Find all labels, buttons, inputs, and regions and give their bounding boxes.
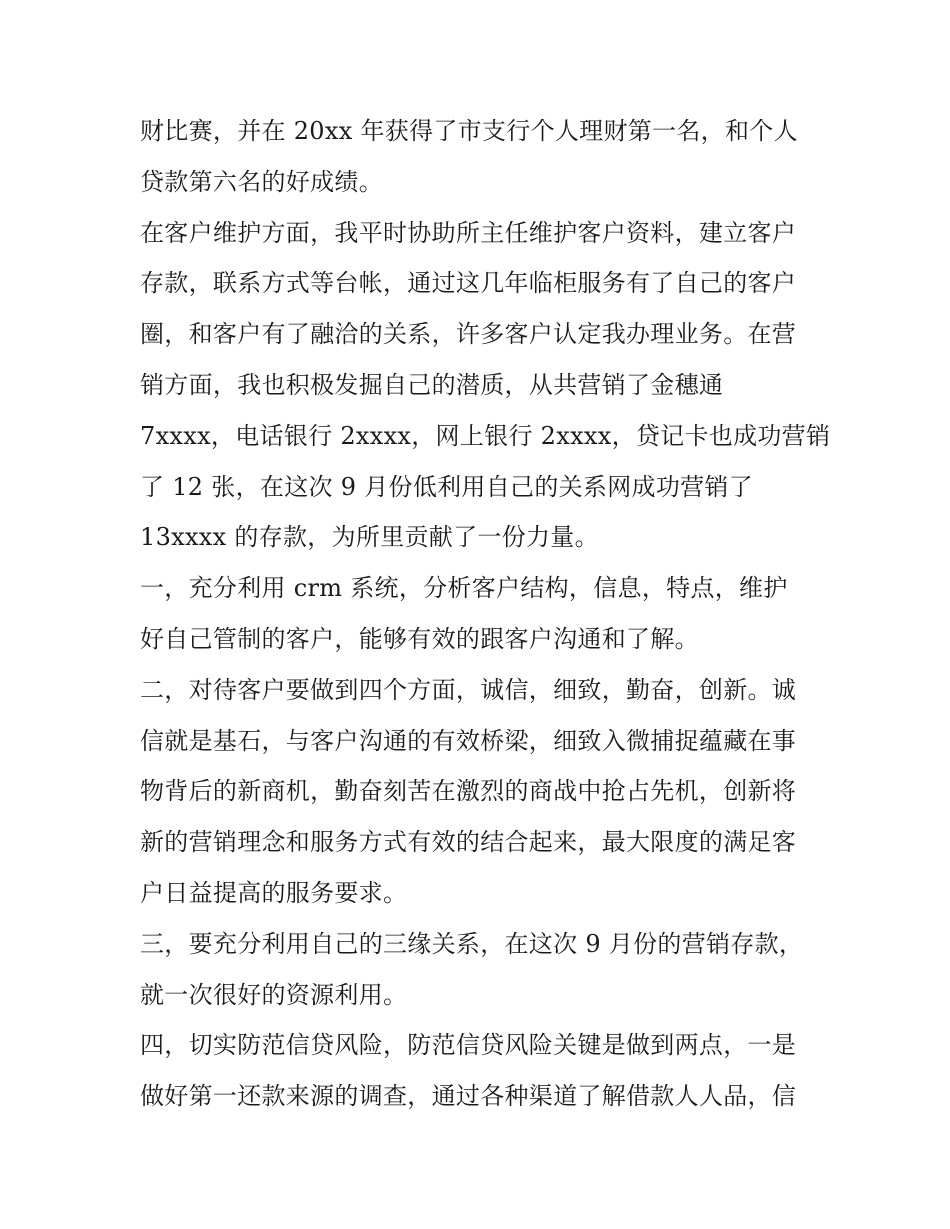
- text-line: 7xxxx，电话银行 2xxxx，网上银行 2xxxx，贷记卡也成功营销: [140, 421, 831, 450]
- text-line: 就一次很好的资源利用。: [140, 980, 408, 1009]
- text-line: 贷款第六名的好成绩。: [140, 167, 383, 196]
- text-line: 新的营销理念和服务方式有效的结合起来，最大限度的满足客: [140, 828, 797, 857]
- text-line: 三，要充分利用自己的三缘关系，在这次 9 月份的营销存款，: [140, 929, 804, 958]
- text-line: 财比赛，并在 20xx 年获得了市支行个人理财第一名，和个人: [140, 117, 798, 145]
- text-line: 销方面，我也积极发掘自己的潜质，从共营销了金穗通: [140, 370, 724, 399]
- body-text: [140, 106, 831, 1122]
- text-line: 13xxxx 的存款，为所里贡献了一份力量。: [140, 523, 599, 552]
- text-line: 四，切实防范信贷风险，防范信贷风险关键是做到两点，一是: [140, 1031, 797, 1060]
- text-line: 做好第一还款来源的调查，通过各种渠道了解借款人人品，信: [140, 1082, 797, 1111]
- text-line: 户日益提高的服务要求。: [140, 878, 408, 907]
- text-line: 圈，和客户有了融洽的关系，许多客户认定我办理业务。在营: [140, 320, 797, 349]
- text-line: 在客户维护方面，我平时协助所主任维护客户资料，建立客户: [140, 218, 797, 247]
- text-line: 了 12 张，在这次 9 月份低利用自己的关系网成功营销了: [140, 472, 754, 501]
- text-line: 好自己管制的客户，能够有效的跟客户沟通和了解。: [140, 624, 699, 653]
- text-line: 二，对待客户要做到四个方面，诚信，细致，勤奋，创新。诚: [140, 675, 797, 704]
- text-line: 信就是基石，与客户沟通的有效桥梁，细致入微捕捉蕴藏在事: [140, 726, 797, 755]
- text-line: 一，充分利用 crm 系统，分析客户结构，信息，特点，维护: [140, 574, 788, 603]
- text-line: 存款，联系方式等台帐，通过这几年临柜服务有了自己的客户: [140, 269, 797, 298]
- text-line: 物背后的新商机，勤奋刻苦在激烈的商战中抢占先机，创新将: [140, 777, 797, 806]
